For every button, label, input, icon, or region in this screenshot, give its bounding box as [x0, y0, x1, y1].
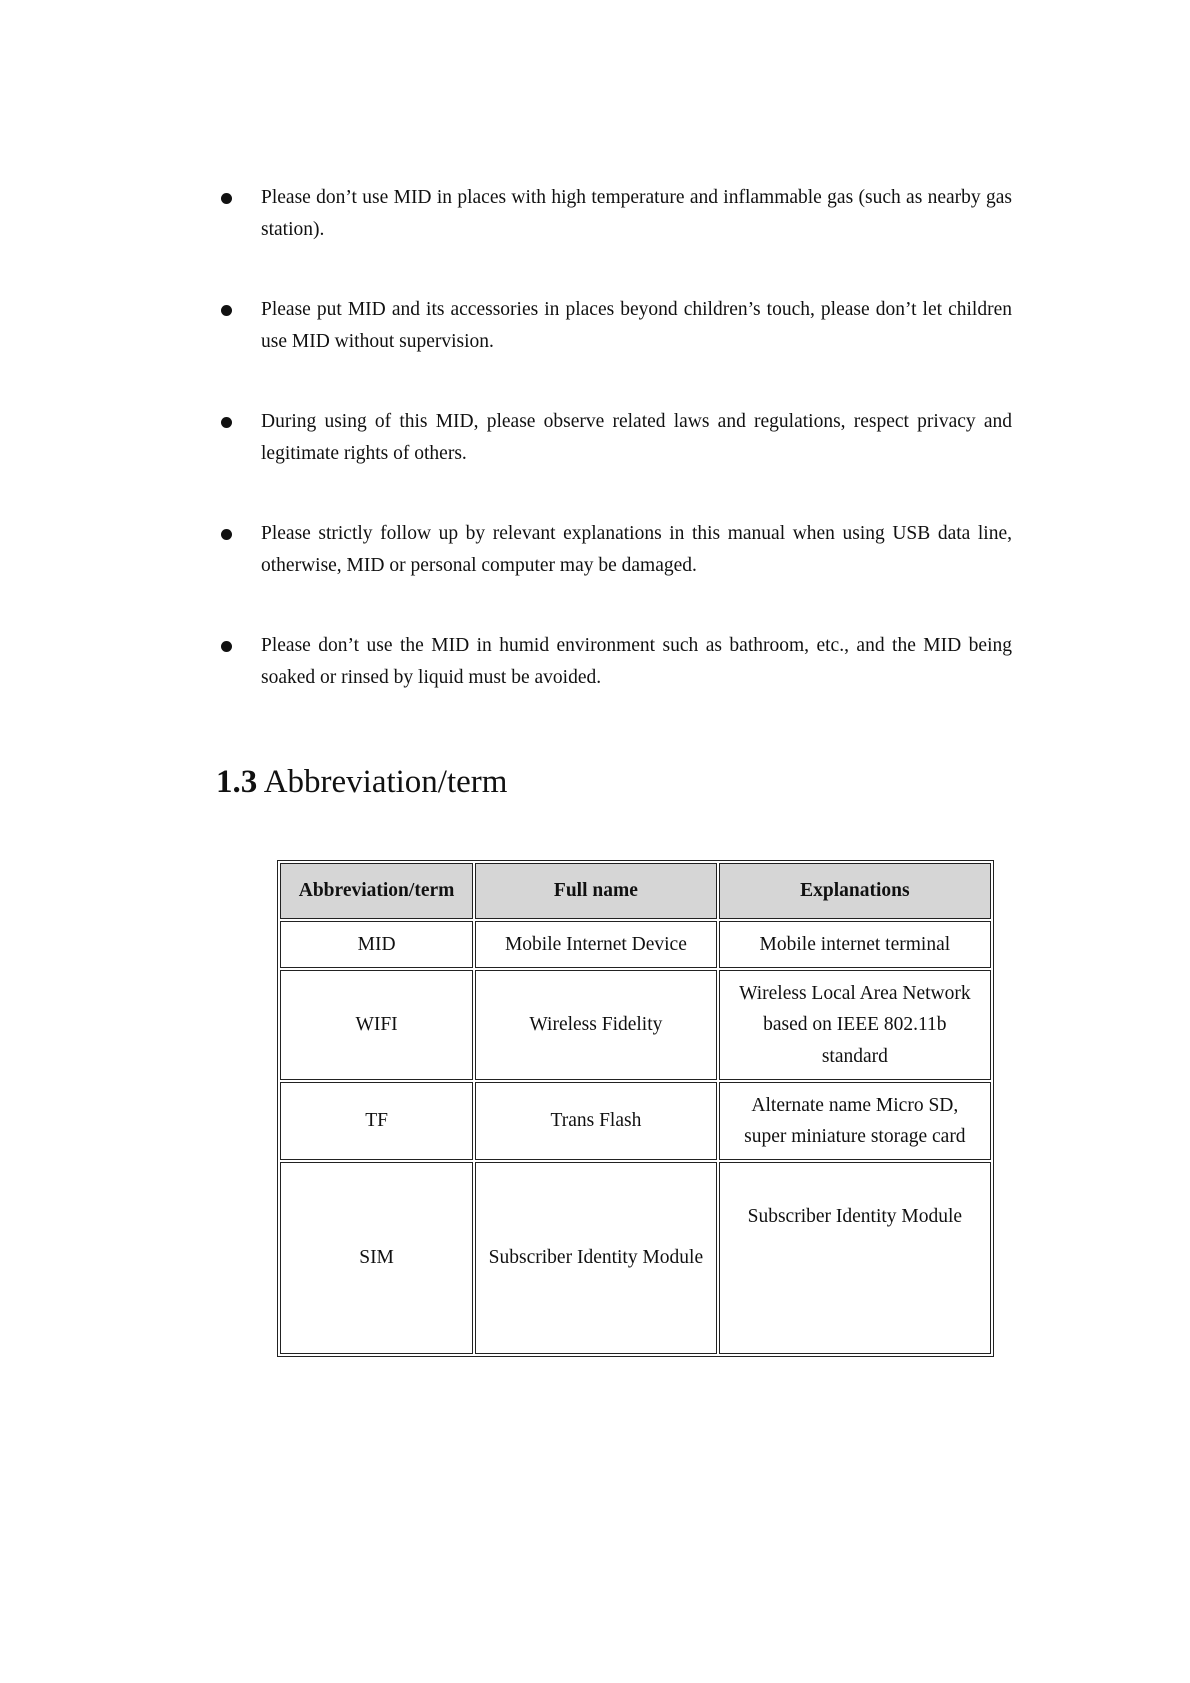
full-name-cell: Subscriber Identity Module: [475, 1162, 717, 1354]
precaution-text: Please don’t use the MID in humid environment such as bathroom, etc., and the MID being soaked or rinsed by liquid must be avoided.: [261, 635, 1012, 688]
table-row: [280, 921, 991, 968]
header-explanations: Explanations: [719, 863, 991, 919]
precaution-item: [219, 518, 1012, 581]
abbreviation-cell: MID: [280, 921, 473, 968]
full-name-cell: Trans Flash: [475, 1082, 717, 1160]
precaution-item: [219, 182, 1012, 245]
section-heading: [216, 762, 507, 802]
precaution-text: During using of this MID, please observe related laws and regulations, respect privacy and legitimate rights of others.: [261, 411, 1012, 464]
explanation-cell: Alternate name Micro SD, super miniature storage card: [719, 1082, 991, 1160]
abbreviation-cell: WIFI: [280, 970, 473, 1080]
precaution-text: Please put MID and its accessories in places beyond children’s touch, please don’t let children use MID without supervision.: [261, 299, 1012, 352]
section-number: 1.3: [216, 764, 258, 800]
precaution-item: [219, 406, 1012, 469]
full-name-cell: Wireless Fidelity: [475, 970, 717, 1080]
section-title: Abbreviation/term: [263, 764, 508, 800]
bullet-icon: [221, 417, 232, 428]
table-row: [280, 1082, 991, 1160]
header-full-name: Full name: [475, 863, 717, 919]
precautions-list: [219, 182, 1012, 742]
table-header-row: [280, 863, 991, 919]
precaution-item: [219, 630, 1012, 693]
abbreviation-cell: TF: [280, 1082, 473, 1160]
precaution-text: Please strictly follow up by relevant explanations in this manual when using USB data line, otherwise, MID or personal computer may be damaged.: [261, 523, 1012, 576]
table-row: [280, 970, 991, 1080]
bullet-icon: [221, 641, 232, 652]
explanation-cell: Wireless Local Area Network based on IEEE 802.11b standard: [719, 970, 991, 1080]
bullet-icon: [221, 193, 232, 204]
precaution-text: Please don’t use MID in places with high temperature and inflammable gas (such as nearby gas station).: [261, 187, 1012, 240]
full-name-cell: Mobile Internet Device: [475, 921, 717, 968]
bullet-icon: [221, 529, 232, 540]
bullet-icon: [221, 305, 232, 316]
abbreviation-cell: SIM: [280, 1162, 473, 1354]
table-row: [280, 1162, 991, 1354]
header-abbreviation: Abbreviation/term: [280, 863, 473, 919]
precaution-item: [219, 294, 1012, 357]
explanation-cell: Subscriber Identity Module: [719, 1162, 991, 1354]
abbreviation-table: [277, 860, 994, 1357]
explanation-cell: Mobile internet terminal: [719, 921, 991, 968]
